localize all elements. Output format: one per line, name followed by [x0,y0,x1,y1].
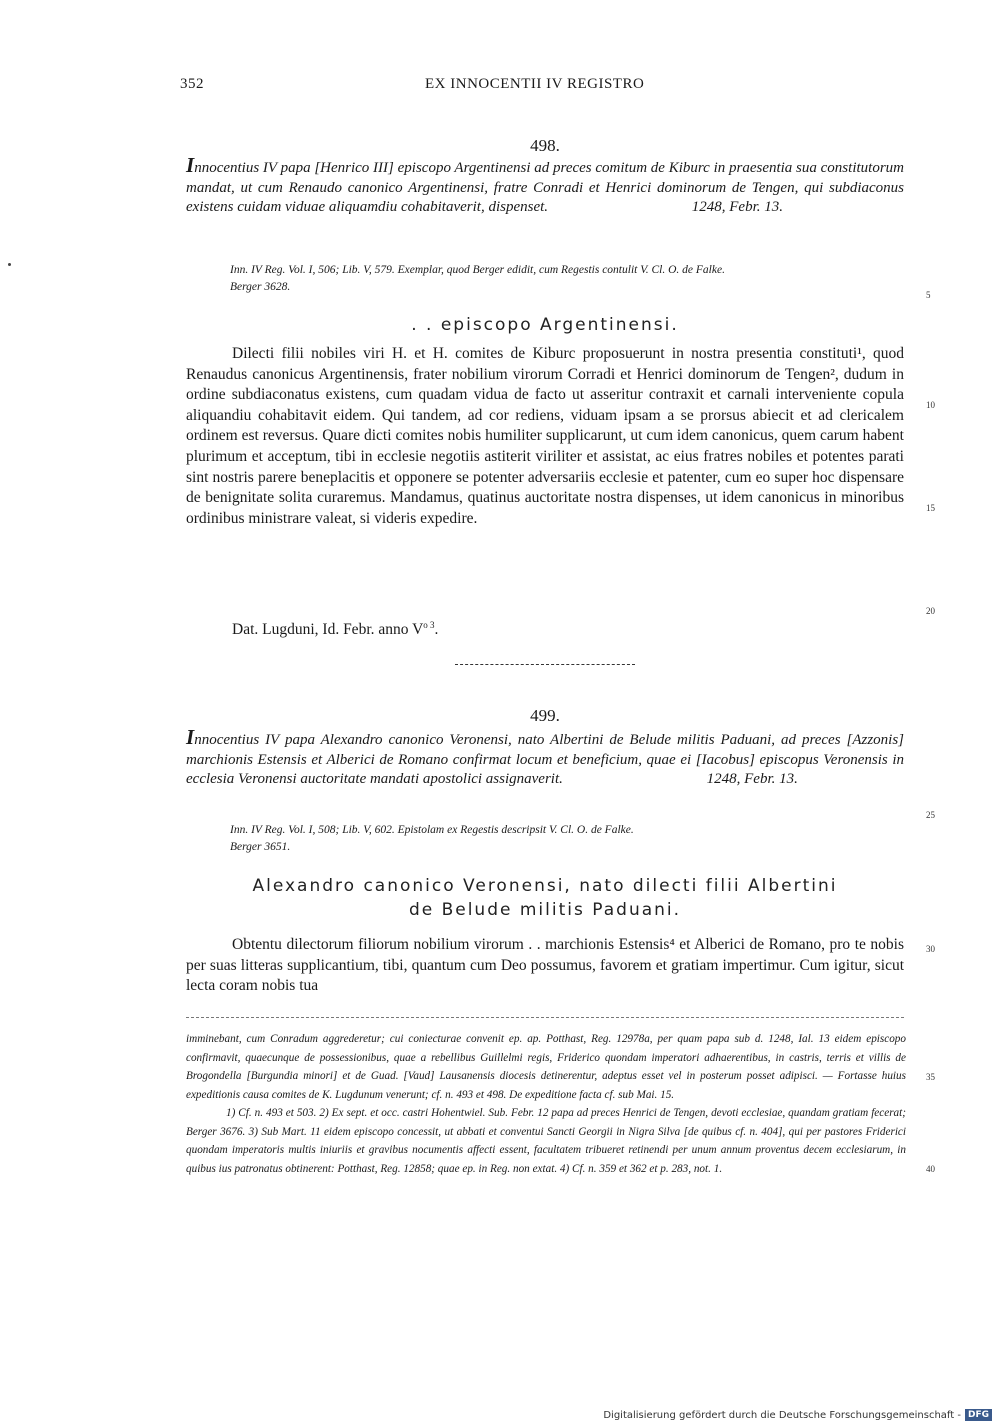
running-head [180,76,905,98]
regest-initial: I [186,153,195,177]
body-paragraph: Obtentu dilectorum filiorum nobilium virorum . . marchionis Estensis⁴ et Alberici de Romano, pro te nobis per suas litteras supplicantium, tibi, quantum cum Deo possumus, favorem et gratiam impertimur. Cum igitur, sicut lecta coram nobis tua [186,936,904,995]
footnote-list: 1) Cf. n. 493 et 503. 2) Ex sept. et occ. castri Hohentwiel. Sub. Febr. 12 papa ad preces Henrici de Tengen, devoti ecclesiae, quandam gratiam fecerat; Berger 3676. 3) Sub Mart. 11 eidem episcopo concessit, ut abbati et conventui Sancti Georgii in Nigra Silva [de quibus cf. n. 404], qui per pastores Friderici quondam imperatoris multis iniuriis et gravibus nocumentis affecti essent, facultatem tribueret retinendi per unum annum proventus decem ecclesiarum, in quibus ius patronatus obtinerent: Potthast, Reg. 12858; quae ep. in Reg. non extat. 4) Cf. n. 359 et 362 et p. 283, not. 1. [186,1107,906,1175]
regest-498 [186,153,904,218]
credit-text: Digitalisierung gefördert durch die Deutsche Forschungsgemeinschaft - [603,1409,961,1421]
digitization-credit [603,1409,992,1421]
dating-text: Dat. Lugduni, Id. Febr. anno V [232,621,424,638]
footnotes [186,1030,906,1178]
margin-line-number: 5 [926,290,931,300]
source-line: Berger 3628. [230,281,291,293]
source-line: Inn. IV Reg. Vol. I, 506; Lib. V, 579. Exemplar, quod Berger edidit, cum Regestis contulit V. Cl. O. de Falke. [230,264,725,276]
margin-line-number: 25 [926,810,935,820]
source-line: Inn. IV Reg. Vol. I, 508; Lib. V, 602. Epistolam ex Regestis descripsit V. Cl. O. de Falke. [230,824,634,836]
address-line: Alexandro canonico Veronensi, nato dilecti filii Albertini [252,876,838,896]
regest-499 [186,725,904,790]
body-paragraph: Dilecti filii nobiles viri H. et H. comites de Kiburc proposuerunt in nostra presentia constituti¹, quod Renaudus canonicus Argentinensis, frater nobilium virorum Corradi et Henrici dominorum de Tengen², dudum in ordine subdiaconatus existens, cum quadam vidua de facto ut asseritur contraxit et carnali interveniente copula aliquandiu cohabitavit eidem. Qui tandem, ad cor rediens, viduam ipsam a se prorsus abiecit et ad clericalem ordinem est reversus. Quare dicti comites nobis humiliter supplicarunt, ut cum idem canonicus, quem carum habent plurimum et acceptum, tibi in ecclesie negotiis astiterit viriliter et assistat, ac eius fratres nobiles et potentes parati sint nostris parere beneplacitis et opponere se potenter adversariis ecclesie et patenter, cum eo super hoc dispensare de benignitate solita curaremus. Mandamus, quatinus auctoritate nostra dispenses, ut idem canonicus in minoribus ordinibus ministrare valeat, si videris expedire. [186,345,904,527]
regest-text: nnocentius IV papa Alexandro canonico Veronensi, nato Albertini de Belude militis Paduani, ad preces [Azzonis] marchionis Estensis et Alberici de Romano confirmat locum et beneficium, quae ei [Iacobus] episcopus Veronensis in ecclesia Veronensi auctoritate mandati apostolici assignaverit. [186,732,904,787]
footnote-rule [186,1017,904,1019]
dfg-logo: DFG [965,1409,992,1421]
section-separator [455,664,635,666]
scan-artifact [8,263,11,266]
source-line: Berger 3651. [230,841,291,853]
dating-sup: o 3 [423,619,435,630]
running-title: EX INNOCENTII IV REGISTRO [425,76,645,92]
regest-text: nnocentius IV papa [Henrico III] episcopo Argentinensi ad preces comitum de Kiburc in praesentia sua constitutorum mandat, ut cum Renaudo canonico Argentinensi, fratre Conradi et Henrici dominorum de Tengen, qui subdiaconus existens cuidam viduae aliquamdiu cohabitaverit, dispenset. [186,160,904,215]
regest-initial: I [186,725,195,749]
address-498: . . episcopo Argentinensi. [411,315,679,335]
margin-line-number: 40 [926,1164,935,1174]
margin-line-number: 10 [926,400,935,410]
margin-line-number: 15 [926,503,935,513]
dating-end: . [434,621,439,638]
footnote-continuation: imminebant, cum Conradum aggrederetur; cui coniecturae convenit ep. ap. Potthast, Reg. 12978a, per quam papa sub d. 1248, Ial. 13 eidem episcopo confirmavit, quaecunque de possessionibus, quae a rebellibus Guillelmi regis, Friderico quondam imperatori adhaerentibus, in castris, terris et villis de Brogondella [Burgundia minori] et de Guad. [Vaud] Lausanensis diocesis detinerentur, adeptus esset vel in posterum posset adipisci. — Fortasse huius expeditionis causa comites de K. Lugdunum venerunt; cf. n. 493 et 498. De expeditione facta cf. sub Mai. 15. [186,1033,906,1101]
dating-498 [232,621,438,639]
page-number: 352 [180,76,204,92]
doc-number-498: 498. [530,136,560,155]
margin-line-number: 30 [926,944,935,954]
address-line: de Belude militis Paduani. [408,900,682,920]
margin-line-number: 20 [926,606,935,616]
regest-date: 1248, Febr. 13. [706,771,798,787]
address-499 [0,874,1000,922]
regest-date: 1248, Febr. 13. [691,199,784,215]
sources-498 [230,262,910,296]
sources-499 [230,822,910,856]
doc-number-499: 499. [530,706,560,725]
body-498 [186,344,904,529]
margin-line-number: 35 [926,1072,935,1082]
body-499 [186,935,904,997]
